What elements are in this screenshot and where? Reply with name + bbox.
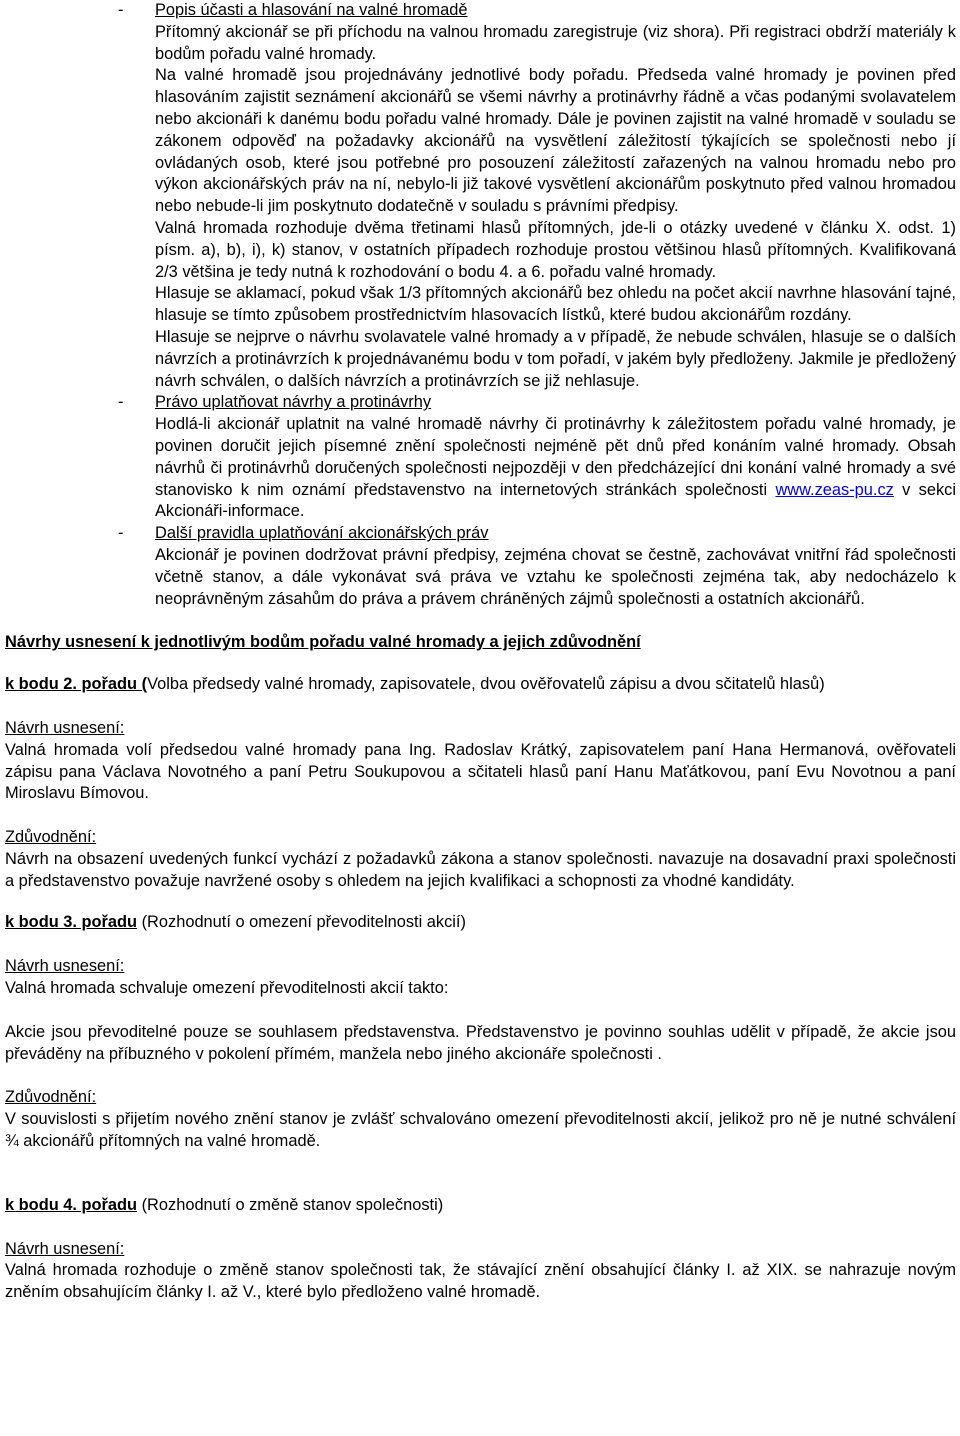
reason-label: Zdůvodnění: xyxy=(5,828,97,847)
paragraph xyxy=(155,414,956,523)
paragraph: Akcionář je povinen dodržovat právní předpisy, zejména chovat se čestně, zachovávat vnitřní řád společnosti včetně stanov, a dále vykonávat svá práva ve vztahu ke společnosti zejména tak, aby nedocházelo k neoprávněným zásahům do práva a právem chráněných zájmů společnosti a ostatních akcionářů. xyxy=(155,545,956,608)
item-heading xyxy=(5,912,956,934)
list-item-proposals xyxy=(0,392,960,523)
item-heading xyxy=(5,1195,956,1217)
section xyxy=(0,632,960,654)
paragraph: Valná hromada rozhoduje dvěma třetinami hlasů přítomných, jde-li o otázky uvedené v článku X. odst. 1) písm. a), b), i), k) stanov, v ostatních případech rozhoduje prostou většinou hlasů přítomných. Kvalifikovaná 2/3 většina je tedy nutná k rozhodování o bodu 4. a 6. pořadu valné hromady. xyxy=(155,218,956,281)
proposal-text: Akcie jsou převoditelné pouze se souhlasem představenstva. Představenstvo je povinno souhlas udělit v případě, že akcie jsou převáděny na příbuzného v pokolení přímém, manžela nebo jiného akcionáře společnosti . xyxy=(5,1022,956,1063)
list-item-other-rules xyxy=(0,523,960,610)
proposal-label: Návrh usnesení: xyxy=(5,1239,125,1258)
item-label: k bodu 4. pořadu xyxy=(5,1195,138,1214)
proposal-text: Valná hromada rozhoduje o změně stanov společnosti tak, že stávající znění obsahující články I. až XIX. se nahrazuje novým zněním obsahujícím články I. až V., které bylo předloženo valné hromadě. xyxy=(5,1261,956,1302)
reason-text: Návrh na obsazení uvedených funkcí vychází z požadavků zákona a stanov společnosti. navazuje na dosavadní praxi společnosti a představenstvo považuje navržené osoby s ohledem na jejich kvalifikaci a schopnosti za vhodné kandidáty. xyxy=(5,849,956,890)
item-description: (Rozhodnutí o změně stanov společnosti) xyxy=(137,1195,444,1214)
reason-text: V souvislosti s přijetím nového znění stanov je zvlášť schvalováno omezení převoditelnosti akcií, jelikož pro ně je nutné schválení ¾ akcionářů přítomných na valné hromadě. xyxy=(5,1110,956,1151)
item-description: Volba předsedy valné hromady, zapisovatele, dvou ověřovatelů zápisu a dvou sčitatelů hlasů) xyxy=(147,675,825,694)
list-dash: - xyxy=(118,524,124,543)
item-label: k bodu 2. pořadu ( xyxy=(5,675,148,694)
list-heading: Popis účasti a hlasování na valné hromadě xyxy=(155,1,468,19)
item-heading xyxy=(5,674,956,696)
section-title: Návrhy usnesení k jednotlivým bodům pořadu valné hromady a jejich zdůvodnění xyxy=(5,633,641,652)
item-bod-2 xyxy=(0,674,960,892)
list-item-participation xyxy=(0,0,960,392)
paragraph: Přítomný akcionář se při příchodu na valnou hromadu zaregistruje (viz shora). Při registraci obdrží materiály k bodům pořadu valné hromady. xyxy=(155,22,956,63)
paragraph: Na valné hromadě jsou projednávány jednotlivé body pořadu. Předseda valné hromady je povinen před hlasováním zajistit seznámení akcionářů se všemi návrhy a protinávrhy řádně a včas podanými svolavatelem nebo akcionáři k danému bodu pořadu valné hromady. Dále je povinen zajistit na valné hromadě v souladu se zákonem odpověď na požadavky akcionářů na vysvětlení záležitostí týkajících se společnosti nebo jí ovládaných osob, které jsou potřebné pro posouzení záležitostí zařazených na valnou hromadu nebo pro výkon akcionářských práv na ní, nebylo-li již takové vysvětlení akcionářům poskytnuto před valnou hromadou nebo nebude-li jim poskytnuto dodatečně v souladu s právními předpisy. xyxy=(155,66,956,216)
proposal-label: Návrh usnesení: xyxy=(5,718,125,737)
item-label: k bodu 3. pořadu xyxy=(5,913,138,932)
proposal-text: Valná hromada volí předsedou valné hromady pana Ing. Radoslav Krátký, zapisovatelem paní Hana Hermanová, ověřovateli zápisu pana Václava Novotného a paní Petru Soukupovou a sčitateli hlasů paní Hanu Maťátkovou, paní Evu Novotnou a paní Miroslavu Bímovou. xyxy=(5,740,956,803)
paragraph-text: Hodlá-li akcionář uplatnit na valné hromadě návrhy či protinávrhy k záležitostem pořadu valné hromady, je povinen doručit jejich písemné znění společnosti nejméně pět dnů před konáním valné hromady. Obsah návrhů či protinávrhů doručených společnosti nejpozději v den předcházející dni konání valné hromady a své stanovisko k nim oznámí představenstvo na internetových stránkách společnosti xyxy=(155,415,956,499)
item-bod-4 xyxy=(0,1195,960,1304)
list-dash: - xyxy=(118,393,124,412)
list-heading: Další pravidla uplatňování akcionářských práv xyxy=(155,524,489,543)
proposal-text: Valná hromada schvaluje omezení převoditelnosti akcií takto: xyxy=(5,979,449,998)
paragraph-text: v sekci Akcionáři-informace. xyxy=(155,480,956,521)
reason-label: Zdůvodnění: xyxy=(5,1088,97,1107)
paragraph: Hlasuje se aklamací, pokud však 1/3 přítomných akcionářů bez ohledu na počet akcií navrhne hlasování tajné, hlasuje se tímto způsobem prostřednictvím hlasovacích lístků, které budou akcionářům rozdány. xyxy=(155,284,956,325)
item-bod-3 xyxy=(0,912,960,1152)
paragraph: Hlasuje se nejprve o návrhu svolavatele valné hromady a v případě, že nebude schválen, hlasuje se o dalších návrzích a protinávrzích k projednávanému bodu v tom pořadí, v jakém byly předloženy. Jakmile je předložený návrh schválen, o dalších návrzích a protinávrzích se již nehlasuje. xyxy=(155,327,956,390)
list-dash: - xyxy=(118,1,124,19)
list-heading: Právo uplatňovat návrhy a protinávrhy xyxy=(155,393,432,412)
website-link[interactable]: www.zeas-pu.cz xyxy=(775,480,894,499)
item-description: (Rozhodnutí o omezení převoditelnosti akcií) xyxy=(137,913,466,932)
proposal-label: Návrh usnesení: xyxy=(5,957,125,976)
